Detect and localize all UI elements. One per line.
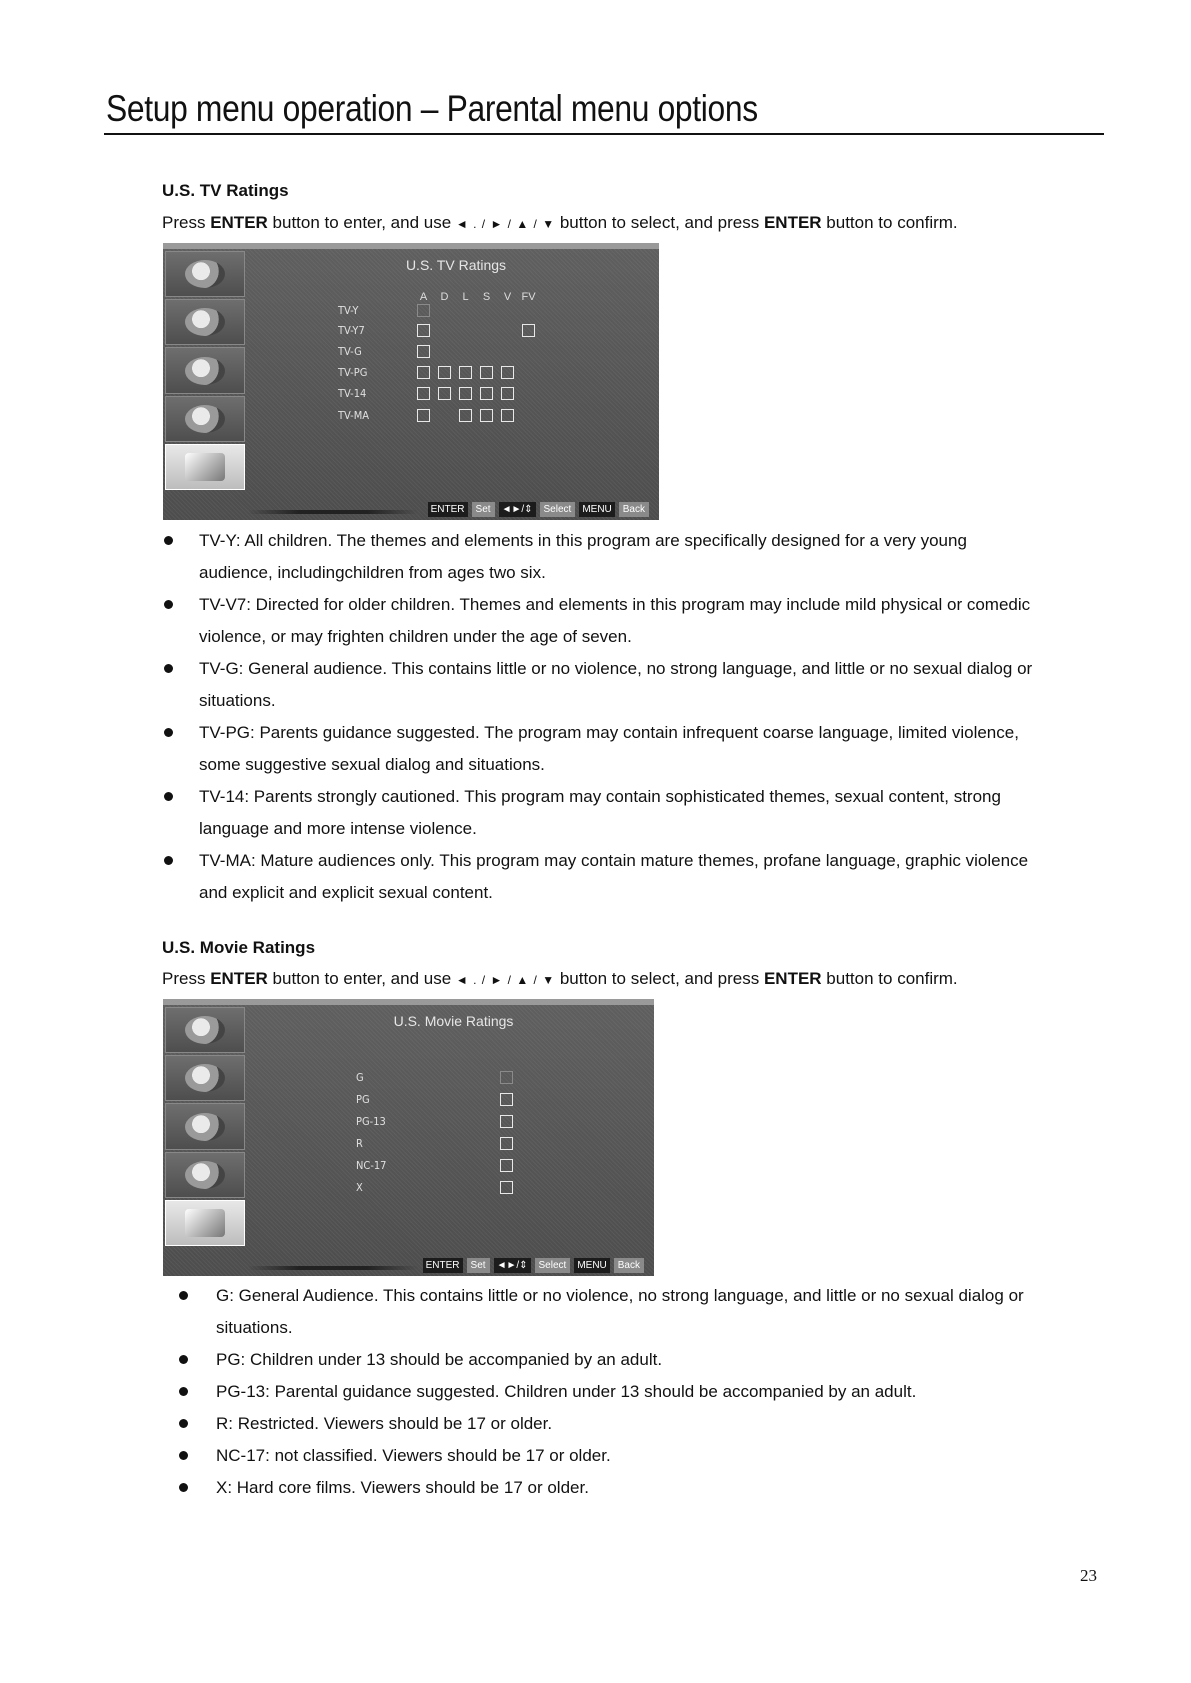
- tv-ratings-osd-screenshot: [163, 243, 659, 520]
- enter-keyword: ENTER: [763, 969, 822, 988]
- instruction-text: button to confirm.: [821, 213, 958, 232]
- list-item: TV-14: Parents strongly cautioned. This program may contain sophisticated themes, sexual content, strong language and more intense violence.: [163, 781, 1043, 845]
- osd-rating-label: TV-Y: [338, 303, 359, 317]
- arrow-keys-icon: ◄ . / ► / ▲ / ▼: [455, 973, 556, 987]
- list-item: PG: Children under 13 should be accompanied by an adult.: [178, 1344, 1098, 1376]
- osd-rating-label: PG: [356, 1092, 370, 1106]
- enter-keyword: ENTER: [210, 969, 268, 988]
- back-label: Back: [614, 1258, 644, 1273]
- osd-footer: [253, 498, 659, 520]
- osd-column-header: D: [440, 291, 449, 303]
- osd-sidebar: [165, 1007, 245, 1248]
- tools-icon: [185, 1161, 225, 1189]
- osd-tab-parental: [165, 444, 245, 490]
- rating-checkbox: [417, 409, 430, 422]
- list-item: PG-13: Parental guidance suggested. Children under 13 should be accompanied by an adult.: [178, 1376, 1098, 1408]
- osd-title: U.S. TV Ratings: [405, 257, 507, 273]
- osd-column-header: FV: [521, 291, 536, 303]
- osd-rating-label: TV-MA: [338, 408, 370, 422]
- osd-rating-label: R: [356, 1136, 363, 1150]
- rating-checkbox: [459, 409, 472, 422]
- page-title: Setup menu operation – Parental menu options: [106, 88, 758, 129]
- instruction-text: Press: [162, 969, 211, 988]
- instruction-text: Press: [162, 213, 211, 232]
- arrow-keys-icon: ◄ . / ► / ▲ / ▼: [455, 217, 556, 231]
- osd-rating-row: [338, 362, 539, 382]
- film-reel-icon: [185, 357, 225, 385]
- rating-checkbox: [522, 324, 535, 337]
- rating-checkbox: [480, 366, 493, 379]
- osd-column-header: A: [419, 291, 428, 303]
- osd-tab-sound: [165, 1055, 245, 1101]
- rating-checkbox: [480, 387, 493, 400]
- osd-tab-sound: [165, 299, 245, 345]
- osd-tab-channel: [165, 347, 245, 393]
- osd-tab-parental: [165, 1200, 245, 1246]
- osd-tab-setup: [165, 1152, 245, 1198]
- osd-rating-label: NC-17: [356, 1158, 387, 1172]
- rating-checkbox: [438, 366, 451, 379]
- osd-column-header: S: [482, 291, 491, 303]
- osd-rating-row: [356, 1133, 517, 1153]
- calendar-lock-icon: [185, 1209, 225, 1237]
- enter-keyword: ENTER: [210, 213, 268, 232]
- osd-rating-row: [338, 405, 539, 425]
- movie-ratings-heading: U.S. Movie Ratings: [162, 938, 316, 957]
- tv-ratings-list: [163, 525, 1043, 909]
- instruction-text: button to select, and press: [555, 969, 764, 988]
- movie-ratings-list: [178, 1280, 1098, 1504]
- osd-rating-row: [356, 1177, 517, 1197]
- rating-checkbox: [500, 1137, 513, 1150]
- osd-rating-row: [338, 341, 539, 361]
- select-label: Select: [540, 502, 576, 517]
- rating-checkbox: [417, 366, 430, 379]
- rating-checkbox: [459, 366, 472, 379]
- osd-rating-row: [356, 1111, 517, 1131]
- navigate-arrows-icon: ◄►/⇕: [494, 1258, 531, 1273]
- osd-rating-row: [356, 1089, 517, 1109]
- osd-rating-row: [356, 1067, 517, 1087]
- osd-column-header: V: [503, 291, 512, 303]
- rating-checkbox: [417, 304, 430, 317]
- page-number: 23: [1080, 1566, 1097, 1585]
- osd-rating-label: X: [356, 1180, 363, 1194]
- osd-tab-setup: [165, 396, 245, 442]
- film-reel-icon: [185, 1113, 225, 1141]
- osd-rating-label: PG-13: [356, 1114, 386, 1128]
- list-item: TV-MA: Mature audiences only. This program may contain mature themes, profane language, graphic violence and explicit and explicit sexual content.: [163, 845, 1043, 909]
- list-item: TV-PG: Parents guidance suggested. The program may contain infrequent coarse language, limited violence, some suggestive sexual dialog and situations.: [163, 717, 1043, 781]
- osd-rating-label: TV-PG: [338, 365, 368, 379]
- list-item: X: Hard core films. Viewers should be 17 or older.: [178, 1472, 1098, 1504]
- title-divider: [104, 133, 1104, 135]
- set-label: Set: [467, 1258, 490, 1273]
- speaker-icon: [185, 308, 225, 336]
- instruction-text: button to enter, and use: [267, 969, 456, 988]
- osd-rating-row: [338, 383, 539, 403]
- osd-rating-label: TV-G: [338, 344, 362, 358]
- osd-footer: [253, 1254, 654, 1276]
- list-item: NC-17: not classified. Viewers should be 17 or older.: [178, 1440, 1098, 1472]
- osd-rating-row: [338, 320, 539, 340]
- speaker-icon: [185, 1064, 225, 1092]
- navigate-arrows-icon: ◄►/⇕: [499, 502, 536, 517]
- osd-tab-channel: [165, 1103, 245, 1149]
- rating-checkbox: [501, 366, 514, 379]
- osd-rating-label: TV-14: [338, 386, 367, 400]
- tools-icon: [185, 405, 225, 433]
- osd-rating-row: [338, 300, 539, 320]
- tv-ratings-heading: U.S. TV Ratings: [162, 181, 289, 200]
- rating-checkbox: [480, 409, 493, 422]
- back-label: Back: [619, 502, 649, 517]
- instruction-text: button to confirm.: [821, 969, 958, 988]
- osd-rating-label: TV-Y7: [338, 323, 365, 337]
- list-item: TV-Y: All children. The themes and elements in this program are specifically designed for a very young audience, includingchildren from ages two six.: [163, 525, 1043, 589]
- instruction-text: button to enter, and use: [267, 213, 456, 232]
- rating-checkbox: [438, 387, 451, 400]
- movie-ratings-osd-screenshot: [163, 999, 654, 1276]
- rating-checkbox: [500, 1159, 513, 1172]
- menu-key: MENU: [579, 502, 614, 517]
- rating-checkbox: [417, 387, 430, 400]
- rating-checkbox: [501, 387, 514, 400]
- calendar-lock-icon: [185, 453, 225, 481]
- enter-key: ENTER: [428, 502, 468, 517]
- osd-rating-row: [356, 1155, 517, 1175]
- rating-checkbox: [417, 324, 430, 337]
- rating-checkbox: [500, 1071, 513, 1084]
- rating-checkbox: [501, 409, 514, 422]
- list-item: TV-V7: Directed for older children. Themes and elements in this program may include mild physical or comedic violence, or may frighten children under the age of seven.: [163, 589, 1043, 653]
- movie-ratings-instruction: [162, 969, 958, 989]
- select-label: Select: [535, 1258, 571, 1273]
- osd-title: U.S. Movie Ratings: [393, 1013, 514, 1029]
- list-item: TV-G: General audience. This contains little or no violence, no strong language, and little or no sexual dialog or situations.: [163, 653, 1043, 717]
- tv-ratings-instruction: [162, 213, 958, 233]
- osd-rating-label: G: [356, 1070, 364, 1084]
- instruction-text: button to select, and press: [555, 213, 764, 232]
- enter-key: ENTER: [423, 1258, 463, 1273]
- rating-checkbox: [500, 1181, 513, 1194]
- osd-column-header: L: [462, 291, 469, 303]
- menu-key: MENU: [574, 1258, 609, 1273]
- set-label: Set: [472, 502, 495, 517]
- rating-checkbox: [459, 387, 472, 400]
- rating-checkbox: [500, 1115, 513, 1128]
- enter-keyword: ENTER: [763, 213, 822, 232]
- list-item: G: General Audience. This contains little or no violence, no strong language, and little or no sexual dialog or situations.: [178, 1280, 1098, 1344]
- rating-checkbox: [500, 1093, 513, 1106]
- list-item: R: Restricted. Viewers should be 17 or older.: [178, 1408, 1098, 1440]
- rating-checkbox: [417, 345, 430, 358]
- osd-sidebar: [165, 251, 245, 492]
